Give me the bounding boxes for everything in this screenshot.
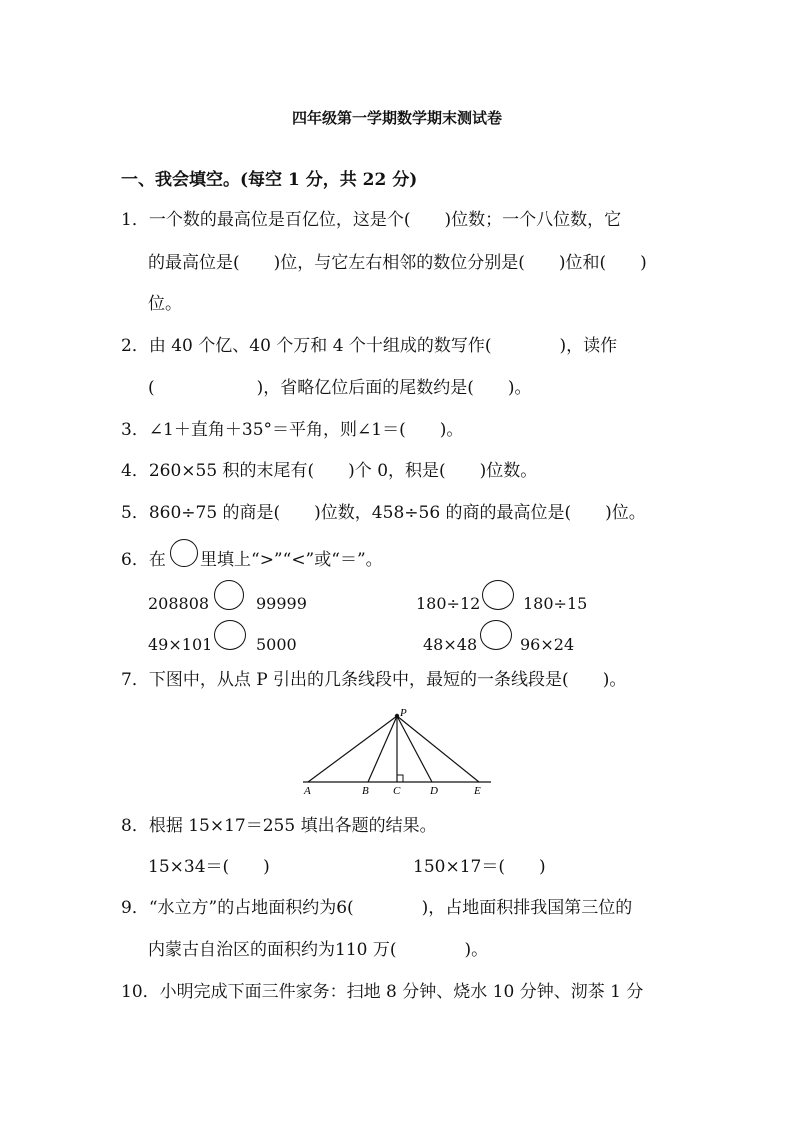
- question-8-b: 150×17＝( ): [413, 857, 546, 877]
- question-1-line-1: 1．一个数的最高位是百亿位，这是个( )位数；一个八位数，它: [121, 210, 622, 230]
- question-10: 10．小明完成下面三件家务：扫地 8 分钟、烧水 10 分钟、沏茶 1 分: [121, 982, 644, 1002]
- segment-pa: [308, 716, 397, 782]
- segment-pe: [397, 716, 479, 782]
- question-7: 7．下图中，从点 P 引出的几条线段中，最短的一条线段是( )。: [121, 670, 627, 690]
- question-3: 3．∠1＋直角＋35°＝平角，则∠1＝( )。: [121, 420, 464, 440]
- answer-circle-icon: [170, 539, 198, 567]
- segment-pd: [397, 716, 432, 782]
- question-5: 5．860÷75 的商是( )位数，458÷56 的商的最高位是( )位。: [121, 503, 646, 523]
- question-1-line-2: 的最高位是( )位，与它左右相邻的数位分别是( )位和( ): [148, 253, 647, 273]
- question-8: 8．根据 15×17＝255 填出各题的结果。: [121, 816, 437, 836]
- section-heading: 一、我会填空。(每空 1 分，共 22 分): [121, 170, 418, 190]
- label-e: E: [474, 785, 481, 797]
- compare-b-right: 180÷15: [523, 594, 588, 613]
- label-d: D: [430, 785, 438, 797]
- label-b: B: [362, 785, 369, 797]
- segment-pb: [368, 716, 397, 782]
- question-2-line-2: ( )，省略亿位后面的尾数约是( )。: [148, 378, 532, 398]
- question-2-line-1: 2．由 40 个亿、40 个万和 4 个十组成的数写作( )，读作: [121, 336, 618, 356]
- geometry-figure: [298, 705, 498, 797]
- compare-b-circle[interactable]: [482, 580, 514, 610]
- compare-b-left: 180÷12: [416, 594, 481, 613]
- compare-a-left: 208808: [148, 594, 210, 613]
- point-p-dot: [395, 714, 399, 718]
- question-1-line-3: 位。: [148, 294, 182, 314]
- compare-a-right: 99999: [256, 594, 307, 613]
- compare-c-circle[interactable]: [214, 620, 246, 650]
- question-8-a: 15×34＝( ): [148, 857, 270, 877]
- question-9-line-1: 9．“水立方”的占地面积约为6( )，占地面积排我国第三位的: [121, 898, 633, 918]
- question-9-line-2: 内蒙古自治区的面积约为110 万( )。: [148, 940, 489, 960]
- page-title: 四年级第一学期数学期末测试卷: [291, 109, 502, 127]
- compare-a-circle[interactable]: [214, 580, 244, 610]
- question-6-prefix: 6．在: [121, 550, 166, 570]
- label-c: C: [393, 785, 401, 797]
- question-4: 4．260×55 积的末尾有( )个 0，积是( )位数。: [121, 461, 538, 481]
- compare-c-right: 5000: [256, 635, 297, 654]
- label-a: A: [304, 785, 311, 797]
- label-p: P: [400, 707, 407, 719]
- compare-d-circle[interactable]: [480, 620, 512, 650]
- compare-c-left: 49×101: [148, 635, 213, 654]
- question-6-suffix: 里填上“>”“<”或“＝”。: [200, 550, 383, 570]
- compare-d-left: 48×48: [423, 635, 478, 654]
- compare-d-right: 96×24: [520, 635, 575, 654]
- right-angle-mark: [397, 775, 403, 782]
